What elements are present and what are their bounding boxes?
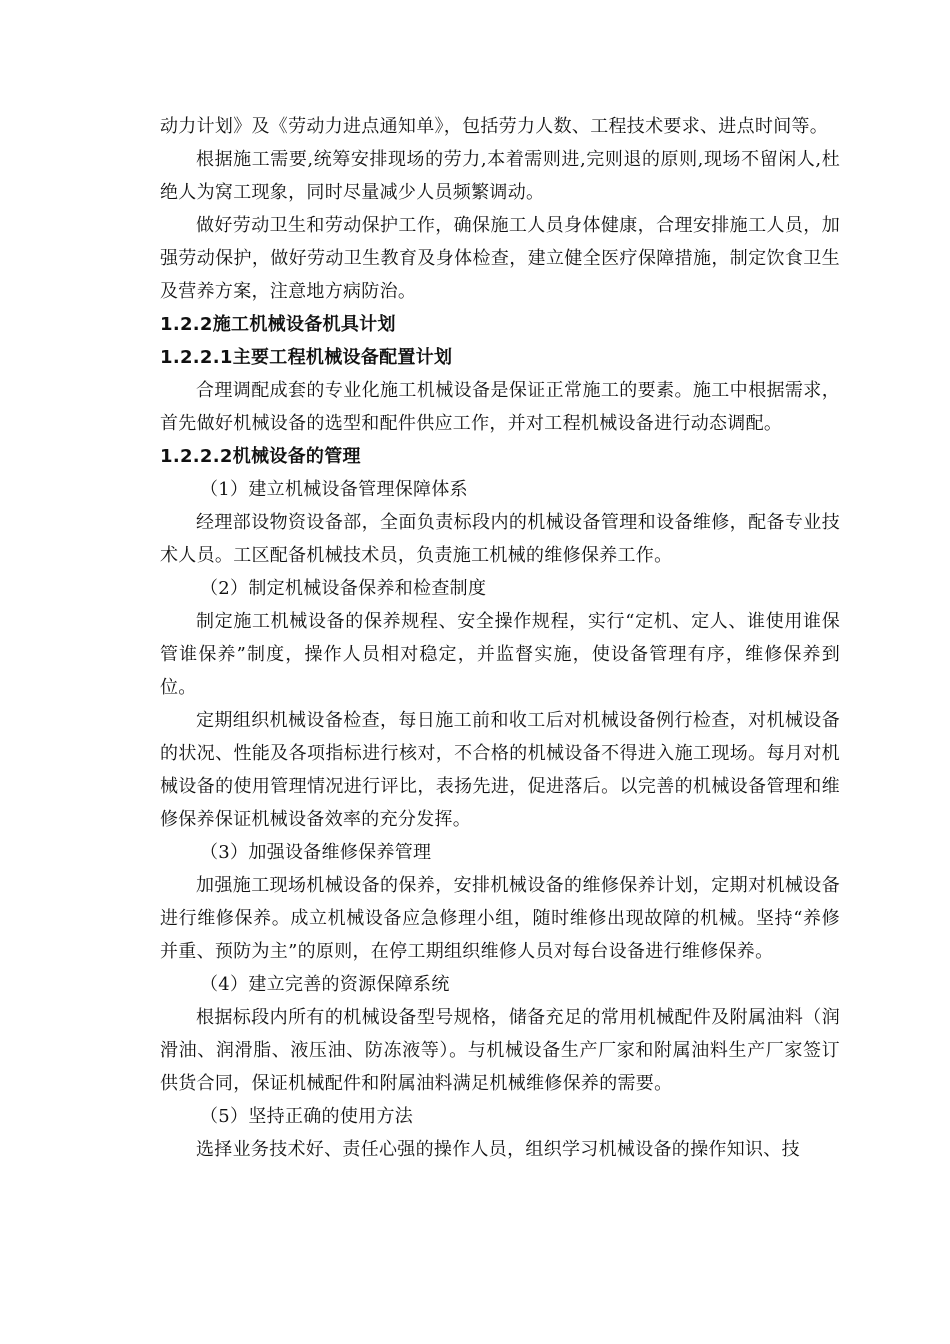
paragraph-labor-arrangement: 根据施工需要,统筹安排现场的劳力,本着需则进,完则退的原则,现场不留闲人,杜绝人为窝工现象，同时尽量减少人员频繁调动。 bbox=[160, 149, 840, 203]
section-heading-1-2-2-2: 1.2.2.2机械设备的管理 bbox=[160, 446, 361, 467]
section-heading-1-2-2-1: 1.2.2.1主要工程机械设备配置计划 bbox=[160, 347, 453, 368]
list-item-5: （5）坚持正确的使用方法 bbox=[200, 1106, 414, 1127]
paragraph-periodic-inspection: 定期组织机械设备检查，每日施工前和收工后对机械设备例行检查，对机械设备的状况、性能及各项指标进行核对，不合格的机械设备不得进入施工现场。每月对机械设备的使用管理情况进行评比，表扬先进，促进落后。以完善的机械设备管理和维修保养保证机械设备效率的充分发挥。 bbox=[160, 710, 840, 830]
paragraph-continuation: 动力计划》及《劳动力进点通知单》，包括劳力人数、工程技术要求、进点时间等。 bbox=[160, 116, 829, 137]
list-item-4: （4）建立完善的资源保障系统 bbox=[200, 974, 450, 995]
section-heading-1-2-2: 1.2.2施工机械设备机具计划 bbox=[160, 314, 396, 335]
paragraph-operator-selection: 选择业务技术好、责任心强的操作人员，组织学习机械设备的操作知识、技 bbox=[196, 1139, 800, 1160]
paragraph-labor-protection: 做好劳动卫生和劳动保护工作，确保施工人员身体健康，合理安排施工人员，加强劳动保护，做好劳动卫生教育及身体检查，建立健全医疗保障措施，制定饮食卫生及营养方案，注意地方病防治。 bbox=[160, 215, 840, 302]
paragraph-repair-maintenance: 加强施工现场机械设备的保养，安排机械设备的维修保养计划，定期对机械设备进行维修保养。成立机械设备应急修理小组，随时维修出现故障的机械。坚持“养修并重、预防为主”的原则，在停工期组织维修人员对每台设备进行维修保养。 bbox=[160, 875, 840, 962]
document-page bbox=[160, 110, 840, 1166]
list-item-1: （1）建立机械设备管理保障体系 bbox=[200, 479, 468, 500]
paragraph-equipment-allocation: 合理调配成套的专业化施工机械设备是保证正常施工的要素。施工中根据需求，首先做好机械设备的选型和配件供应工作，并对工程机械设备进行动态调配。 bbox=[160, 380, 840, 434]
paragraph-maintenance-rules: 制定施工机械设备的保养规程、安全操作规程，实行“定机、定人、谁使用谁保管谁保养”制度，操作人员相对稳定，并监督实施，使设备管理有序，维修保养到位。 bbox=[160, 611, 840, 698]
list-item-3: （3）加强设备维修保养管理 bbox=[200, 842, 432, 863]
paragraph-management-department: 经理部设物资设备部，全面负责标段内的机械设备管理和设备维修，配备专业技术人员。工区配备机械技术员，负责施工机械的维修保养工作。 bbox=[160, 512, 840, 566]
list-item-2: （2）制定机械设备保养和检查制度 bbox=[200, 578, 487, 599]
paragraph-resource-reserve: 根据标段内所有的机械设备型号规格，储备充足的常用机械配件及附属油料（润滑油、润滑脂、液压油、防冻液等）。与机械设备生产厂家和附属油料生产厂家签订供货合同，保证机械配件和附属油料满足机械维修保养的需要。 bbox=[160, 1007, 840, 1094]
